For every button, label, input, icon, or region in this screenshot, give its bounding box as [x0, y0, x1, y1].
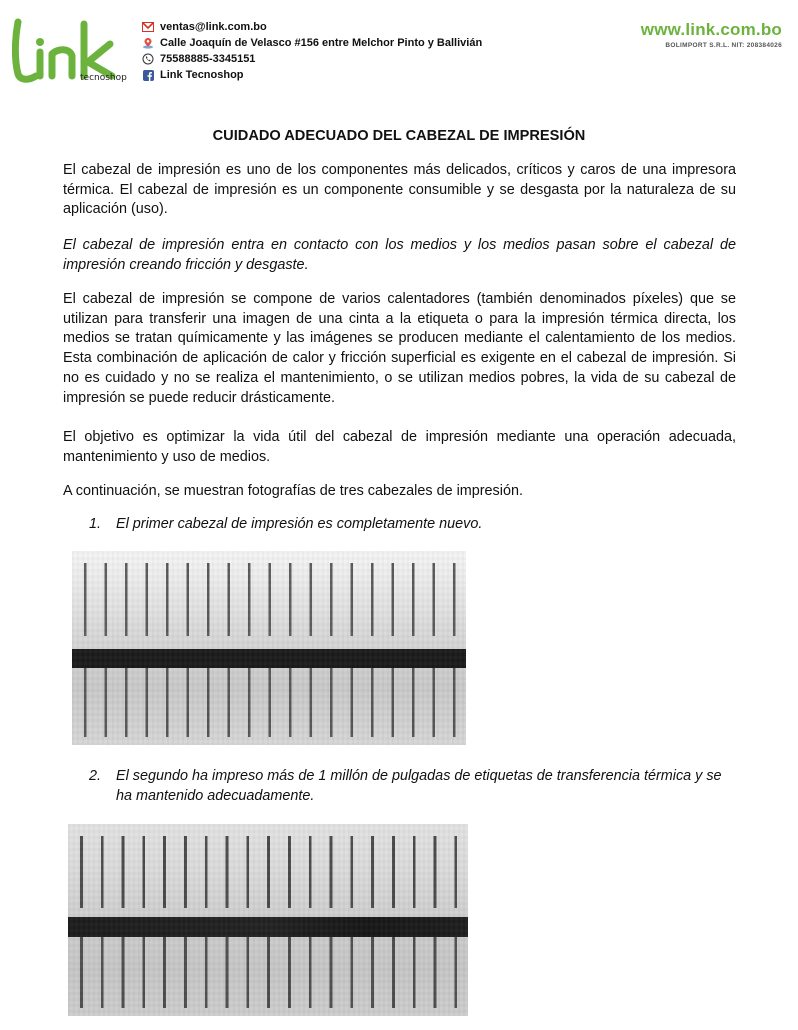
- list-text: El primer cabezal de impresión es completamente nuevo.: [116, 516, 483, 532]
- printhead-photo-maintained: [68, 824, 468, 1016]
- contact-email-text: ventas@link.com.bo: [160, 21, 267, 33]
- whatsapp-icon: [142, 53, 154, 65]
- list-number: 2.: [89, 768, 102, 784]
- company-nit: BOLIMPORT S.R.L. NIT: 208384026: [665, 42, 782, 49]
- gmail-icon: [142, 21, 154, 33]
- website-block: [641, 20, 782, 49]
- list-text: El segundo ha impreso más de 1 millón de pulgadas de etiquetas de transferencia térmica y se ha mantenido adecuadamente.: [116, 768, 722, 804]
- list-number: 1.: [89, 516, 102, 532]
- contact-phone[interactable]: [142, 51, 482, 67]
- contact-address-text: Calle Joaquín de Velasco #156 entre Melchor Pinto y Ballivián: [160, 37, 483, 49]
- list-item-1: [89, 515, 739, 535]
- facebook-icon: [142, 69, 154, 81]
- contact-phone-text: 75588885-3345151: [160, 53, 256, 65]
- document-title: CUIDADO ADECUADO DEL CABEZAL DE IMPRESIÓN: [212, 128, 586, 144]
- contact-address: [142, 35, 482, 51]
- list-item-2: [89, 767, 739, 806]
- paragraph-contact-friction: El cabezal de impresión entra en contacto con los medios y los medios pasan sobre el cabezal de impresión creando fricción y desgaste.: [63, 237, 736, 273]
- paragraph-composition: El cabezal de impresión se compone de varios calentadores (también denominados píxeles) que se utilizan para transferir una imagen de una cinta a la etiqueta o para la impresión térmica directa, los medios se tratan químicamente y las imágenes se producen mediante el calentamiento de los medios. Esta combinación de aplicación de calor y fricción superficial es exigente en el cabezal de impresión. Si no es cuidado y no se realiza el mantenimiento, o se utilizan medios pobres, la vida de su cabezal de impresión se puede reducir drásticamente.: [63, 291, 736, 406]
- contact-facebook[interactable]: [142, 67, 482, 83]
- contact-email[interactable]: [142, 19, 482, 35]
- contact-facebook-text: Link Tecnoshop: [160, 69, 244, 81]
- location-pin-icon: [142, 37, 154, 49]
- paragraph-intro: El cabezal de impresión es uno de los componentes más delicados, críticos y caros de una impresora térmica. El cabezal de impresión es un componente consumible y se desgasta por la naturaleza de su aplicación (uso).: [63, 162, 736, 218]
- paragraph-photos-intro: A continuación, se muestran fotografías de tres cabezales de impresión.: [63, 483, 523, 499]
- printhead-photo-new: [72, 551, 466, 745]
- website-link[interactable]: www.link.com.bo: [640, 20, 782, 39]
- contact-block: [142, 19, 482, 83]
- logo-subtitle: tecnoshop: [80, 73, 127, 83]
- paragraph-objective: El objetivo es optimizar la vida útil del cabezal de impresión mediante una operación adecuada, mantenimiento y uso de medios.: [63, 429, 736, 465]
